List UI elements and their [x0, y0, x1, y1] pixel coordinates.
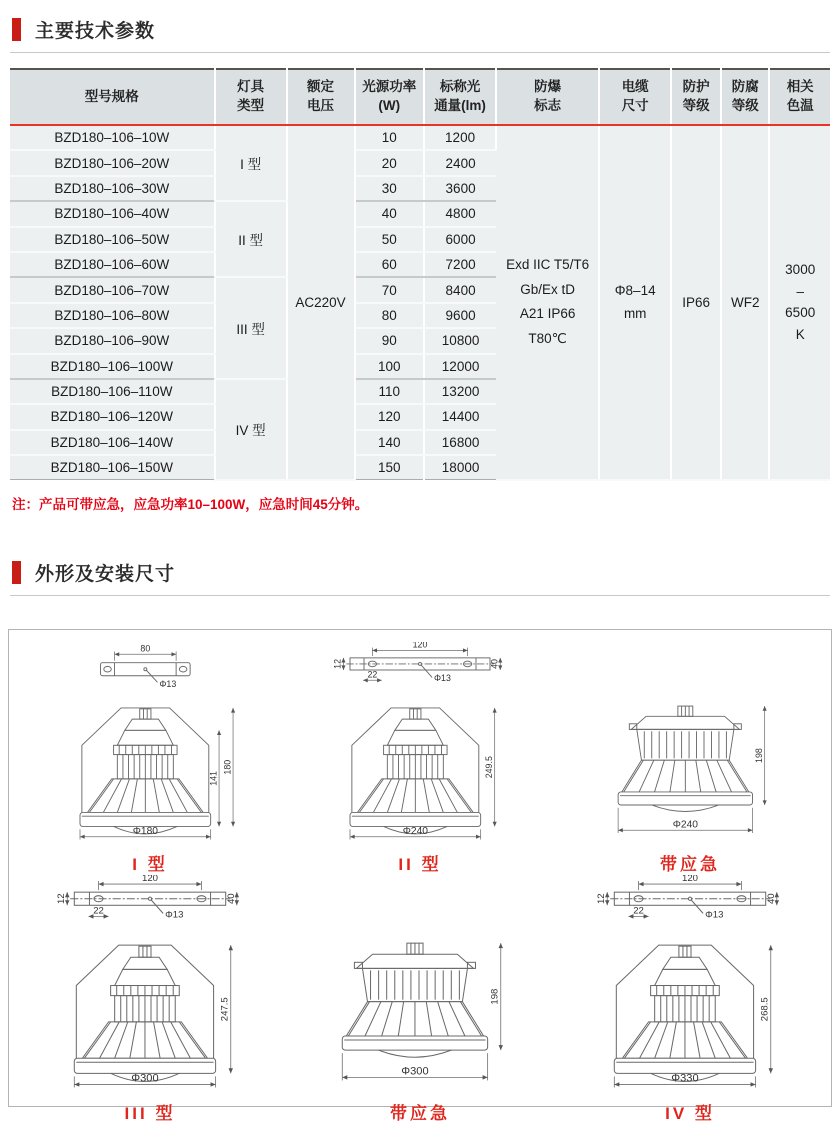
flux-cell: 7200 — [424, 252, 496, 277]
flux-cell: 13200 — [424, 379, 496, 404]
svg-text:268.5: 268.5 — [759, 997, 771, 1022]
lamp-type-cell: IV 型 — [215, 379, 287, 480]
lamp-type-cell: I 型 — [215, 125, 287, 201]
svg-text:12: 12 — [332, 658, 343, 669]
dimension-figure — [322, 642, 518, 875]
power-cell: 150 — [355, 455, 425, 480]
lamp-drawing — [592, 693, 788, 846]
svg-text:12: 12 — [56, 892, 68, 904]
svg-text:249.5: 249.5 — [483, 755, 494, 778]
flux-cell: 4800 — [424, 201, 496, 226]
lamp-drawing — [322, 693, 518, 846]
lamp-type-cell: III 型 — [215, 277, 287, 379]
power-cell: 110 — [355, 379, 425, 404]
model-cell: BZD180–106–120W — [10, 404, 215, 429]
figure-label: III 型 — [124, 1103, 176, 1123]
model-cell: BZD180–106–10W — [10, 125, 215, 150]
model-cell: BZD180–106–90W — [10, 328, 215, 353]
model-cell: BZD180–106–100W — [10, 354, 215, 379]
power-cell: 40 — [355, 201, 425, 226]
flux-cell: 18000 — [424, 455, 496, 480]
svg-text:40: 40 — [489, 658, 500, 669]
model-cell: BZD180–106–60W — [10, 252, 215, 277]
protection-rating-cell: IP66 — [671, 125, 721, 480]
power-cell: 10 — [355, 125, 425, 150]
red-accent-bar — [12, 561, 21, 584]
col-header: 灯具 类型 — [215, 69, 287, 125]
section-header-tech-params — [10, 16, 830, 53]
svg-text:120: 120 — [412, 641, 428, 650]
col-header: 电缆 尺寸 — [599, 69, 671, 125]
power-cell: 100 — [355, 354, 425, 379]
rated-voltage-cell: AC220V — [287, 125, 355, 480]
figure-label: I 型 — [132, 854, 168, 874]
svg-text:22: 22 — [633, 904, 644, 916]
mounting-bracket-drawing — [322, 642, 518, 691]
svg-text:Φ13: Φ13 — [165, 908, 184, 920]
model-cell: BZD180–106–110W — [10, 379, 215, 404]
model-cell: BZD180–106–20W — [10, 150, 215, 175]
figure-label: 带应急 — [390, 1103, 450, 1123]
power-cell: 20 — [355, 150, 425, 175]
lamp-drawing — [314, 929, 526, 1095]
spec-sheet-page — [0, 16, 840, 1123]
flux-cell: 9600 — [424, 303, 496, 328]
dimension-figure — [592, 693, 788, 875]
flux-cell: 12000 — [424, 354, 496, 379]
flux-cell: 10800 — [424, 328, 496, 353]
svg-text:Φ300: Φ300 — [401, 1065, 429, 1078]
svg-text:198: 198 — [753, 747, 764, 763]
svg-text:120: 120 — [682, 874, 698, 884]
svg-text:Φ240: Φ240 — [672, 818, 698, 830]
svg-text:Φ13: Φ13 — [159, 678, 177, 689]
svg-text:Φ180: Φ180 — [132, 825, 158, 837]
svg-text:Φ300: Φ300 — [131, 1072, 159, 1085]
col-header: 防爆 标志 — [496, 69, 599, 125]
technical-parameters-table — [10, 68, 830, 481]
svg-text:Φ240: Φ240 — [402, 825, 428, 837]
power-cell: 140 — [355, 430, 425, 455]
mounting-bracket-drawing — [44, 875, 256, 927]
flux-cell: 16800 — [424, 430, 496, 455]
ex-mark-cell: Exd IIC T5/T6 Gb/Ex tD A21 IP66 T80℃ — [496, 125, 599, 480]
flux-cell: 3600 — [424, 176, 496, 201]
model-cell: BZD180–106–50W — [10, 227, 215, 252]
model-cell: BZD180–106–140W — [10, 430, 215, 455]
svg-text:22: 22 — [367, 669, 378, 680]
flux-cell: 14400 — [424, 404, 496, 429]
figure-label: IV 型 — [665, 1103, 715, 1123]
power-cell: 70 — [355, 277, 425, 302]
flux-cell: 2400 — [424, 150, 496, 175]
power-cell: 30 — [355, 176, 425, 201]
red-accent-bar — [12, 18, 21, 41]
flux-cell: 1200 — [424, 125, 496, 150]
dimension-figure — [314, 929, 526, 1124]
dimension-figure — [44, 875, 256, 1124]
power-cell: 120 — [355, 404, 425, 429]
col-header: 标称光 通量(lm) — [424, 69, 496, 125]
svg-text:40: 40 — [765, 892, 777, 904]
svg-text:12: 12 — [596, 892, 608, 904]
lamp-drawing — [52, 693, 248, 846]
col-header: 相关 色温 — [769, 69, 830, 125]
col-header: 额定 电压 — [287, 69, 355, 125]
figure-row — [15, 875, 825, 1124]
model-cell: BZD180–106–40W — [10, 201, 215, 226]
svg-text:247.5: 247.5 — [219, 997, 231, 1022]
power-cell: 60 — [355, 252, 425, 277]
dimension-drawings-box — [8, 629, 832, 1123]
svg-text:Φ330: Φ330 — [671, 1072, 699, 1085]
section-title: 外形及安装尺寸 — [35, 563, 176, 585]
svg-text:40: 40 — [225, 892, 237, 904]
power-cell: 90 — [355, 328, 425, 353]
col-header: 防腐 等级 — [721, 69, 769, 125]
mounting-bracket-drawing — [584, 875, 796, 927]
svg-text:198: 198 — [489, 988, 501, 1005]
lamp-drawing — [584, 929, 796, 1095]
model-cell: BZD180–106–150W — [10, 455, 215, 480]
col-header: 防护 等级 — [671, 69, 721, 125]
col-header: 光源功率 (W) — [355, 69, 425, 125]
model-cell: BZD180–106–30W — [10, 176, 215, 201]
color-temp-cell: 3000 – 6500 K — [769, 125, 830, 480]
svg-text:80: 80 — [140, 643, 151, 654]
dimension-figure — [52, 644, 248, 875]
model-cell: BZD180–106–80W — [10, 303, 215, 328]
cable-size-cell: Φ8–14 mm — [599, 125, 671, 480]
lamp-type-cell: II 型 — [215, 201, 287, 277]
svg-text:141: 141 — [208, 770, 219, 786]
mounting-bracket-drawing — [52, 644, 248, 691]
figure-label: 带应急 — [660, 854, 720, 874]
section-title: 主要技术参数 — [35, 21, 156, 42]
model-cell: BZD180–106–70W — [10, 277, 215, 302]
lamp-drawing — [44, 929, 256, 1095]
figure-label: II 型 — [398, 854, 442, 874]
power-cell: 50 — [355, 227, 425, 252]
flux-cell: 8400 — [424, 277, 496, 302]
flux-cell: 6000 — [424, 227, 496, 252]
power-cell: 80 — [355, 303, 425, 328]
figure-row — [15, 642, 825, 875]
svg-text:Φ13: Φ13 — [433, 673, 451, 684]
svg-text:120: 120 — [142, 874, 158, 884]
col-header: 型号规格 — [10, 69, 215, 125]
emergency-note: 注：产品可带应急，应急功率10–100W，应急时间45分钟。 — [12, 496, 369, 512]
svg-text:22: 22 — [93, 904, 104, 916]
anticorrosion-rating-cell: WF2 — [721, 125, 769, 480]
dimension-figure — [584, 875, 796, 1124]
section-header-dimensions — [10, 559, 830, 596]
svg-text:Φ13: Φ13 — [705, 908, 724, 920]
svg-text:180: 180 — [222, 759, 233, 775]
